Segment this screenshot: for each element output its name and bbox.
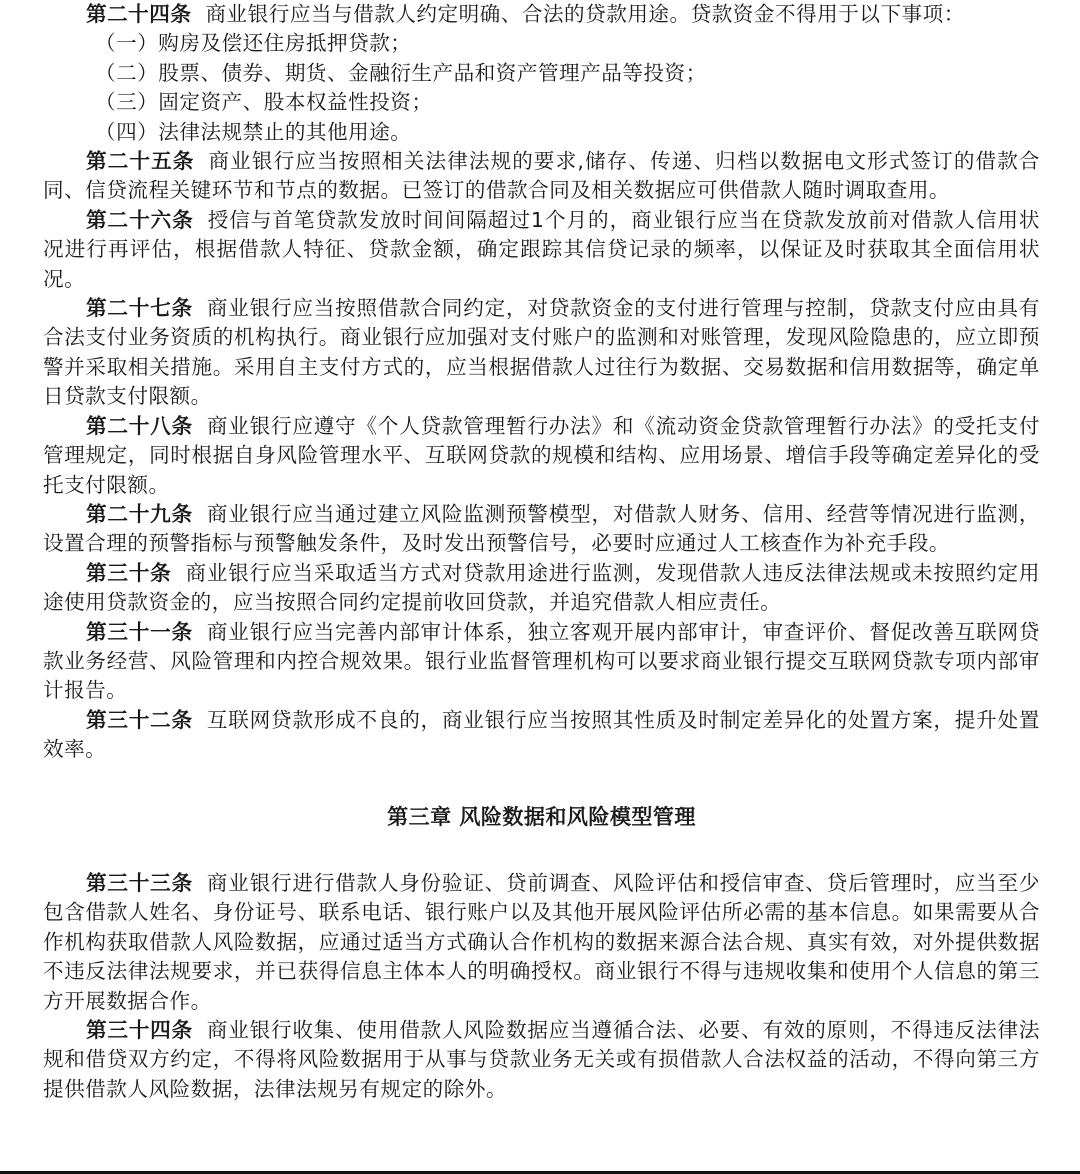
article-34	[43, 1016, 1040, 1104]
article-title: 第二十五条	[86, 149, 195, 174]
list-item: （四）法律法规禁止的其他用途。	[95, 119, 412, 144]
article-title: 第二十九条	[86, 501, 193, 526]
article-text: 商业银行应遵守《个人贷款管理暂行办法》和《流动资金贷款管理暂行办法》的受托支付管理规定，同时根据自身风险管理水平、互联网贷款的规模和结构、应用场景、增信手段等确定差异化的受托支付限额。	[43, 413, 1041, 497]
article-title: 第二十四条	[86, 2, 192, 26]
article-text: 商业银行应当采取适当方式对贷款用途进行监测，发现借款人违反法律法规或未按照约定用途使用贷款资金的，应当按照合同约定提前收回贷款，并追究借款人相应责任。	[43, 560, 1041, 615]
document-body	[43, 0, 1040, 1104]
article-29	[43, 500, 1040, 559]
article-text: 商业银行应当完善内部审计体系，独立客观开展内部审计，审查评价、督促改善互联网贷款业务经营、风险管理和内控合规效果。银行业监督管理机构可以要求商业银行提交互联网贷款专项内部审计报告。	[43, 619, 1041, 703]
list-item: （一）购房及偿还住房抵押贷款；	[95, 31, 412, 56]
article-text: 商业银行应当按照借款合同约定，对贷款资金的支付进行管理与控制，贷款支付应由具有合法支付业务资质的机构执行。商业银行应加强对支付账户的监测和对账管理，发现风险隐患的，应立即预警并采取相关措施。采用自主支付方式的，应当根据借款人过往行为数据、交易数据和信用数据等，确定单日贷款支付限额。	[43, 296, 1041, 409]
list-item: （二）股票、债券、期货、金融衍生产品和资产管理产品等投资；	[95, 60, 707, 85]
article-title: 第三十四条	[86, 1018, 193, 1042]
article-title: 第三十二条	[86, 707, 193, 732]
article-text: 授信与首笔贷款发放时间间隔超过1个月的，商业银行应当在贷款发放前对借款人信用状况进行再评估，根据借款人特征、贷款金额，确定跟踪其信贷记录的频率，以保证及时获取其全面信用状况。	[43, 207, 1041, 291]
article-text: 商业银行应当按照相关法律法规的要求,储存、传递、归档以数据电文形式签订的借款合同、信贷流程关键环节和节点的数据。已签订的借款合同及相关数据应可供借款人随时调取查用。	[43, 149, 1040, 203]
article-title: 第二十七条	[86, 296, 193, 321]
article-28	[43, 412, 1040, 500]
article-text: 互联网贷款形成不良的，商业银行应当按照其性质及时制定差异化的处置方案，提升处置效率。	[43, 707, 1041, 762]
article-31	[43, 618, 1040, 706]
article-title: 第二十八条	[86, 413, 193, 438]
article-text: 商业银行进行借款人身份验证、贷前调查、风险评估和授信审查、贷后管理时，应当至少包含借款人姓名、身份证号、联系电话、银行账户以及其他开展风险评估所必需的基本信息。如果需要从合作机构获取借款人风险数据，应通过适当方式确认合作机构的数据来源合法合规、真实有效，对外提供数据不违反法律法规要求，并已获得信息主体本人的明确授权。商业银行不得与违规收集和使用个人信息的第三方开展数据合作。	[43, 870, 1041, 1013]
article-text: 商业银行收集、使用借款人风险数据应当遵循合法、必要、有效的原则，不得违反法律法规和借贷双方约定，不得将风险数据用于从事与贷款业务无关或有损借款人合法权益的活动，不得向第三方提供借款人风险数据，法律法规另有规定的除外。	[43, 1018, 1041, 1101]
article-25	[43, 147, 1040, 206]
article-24	[43, 0, 1040, 29]
article-33	[43, 869, 1040, 1016]
list-item: （三）固定资产、股本权益性投资；	[95, 90, 433, 115]
article-26	[43, 206, 1040, 294]
article-text: 商业银行应当与借款人约定明确、合法的贷款用途。贷款资金不得用于以下事项：	[205, 2, 965, 26]
article-title: 第三十一条	[86, 619, 193, 644]
article-27	[43, 294, 1040, 412]
article-30	[43, 559, 1040, 618]
article-title: 第二十六条	[86, 207, 194, 232]
article-32	[43, 706, 1040, 765]
article-title: 第三十条	[86, 560, 172, 585]
article-text: 商业银行应当通过建立风险监测预警模型，对借款人财务、信用、经营等情况进行监测，设置合理的预警指标与预警触发条件，及时发出预警信号，必要时应通过人工核查作为补充手段。	[43, 501, 1041, 556]
chapter-heading: 第三章 风险数据和风险模型管理	[387, 804, 696, 829]
article-title: 第三十三条	[86, 870, 193, 895]
